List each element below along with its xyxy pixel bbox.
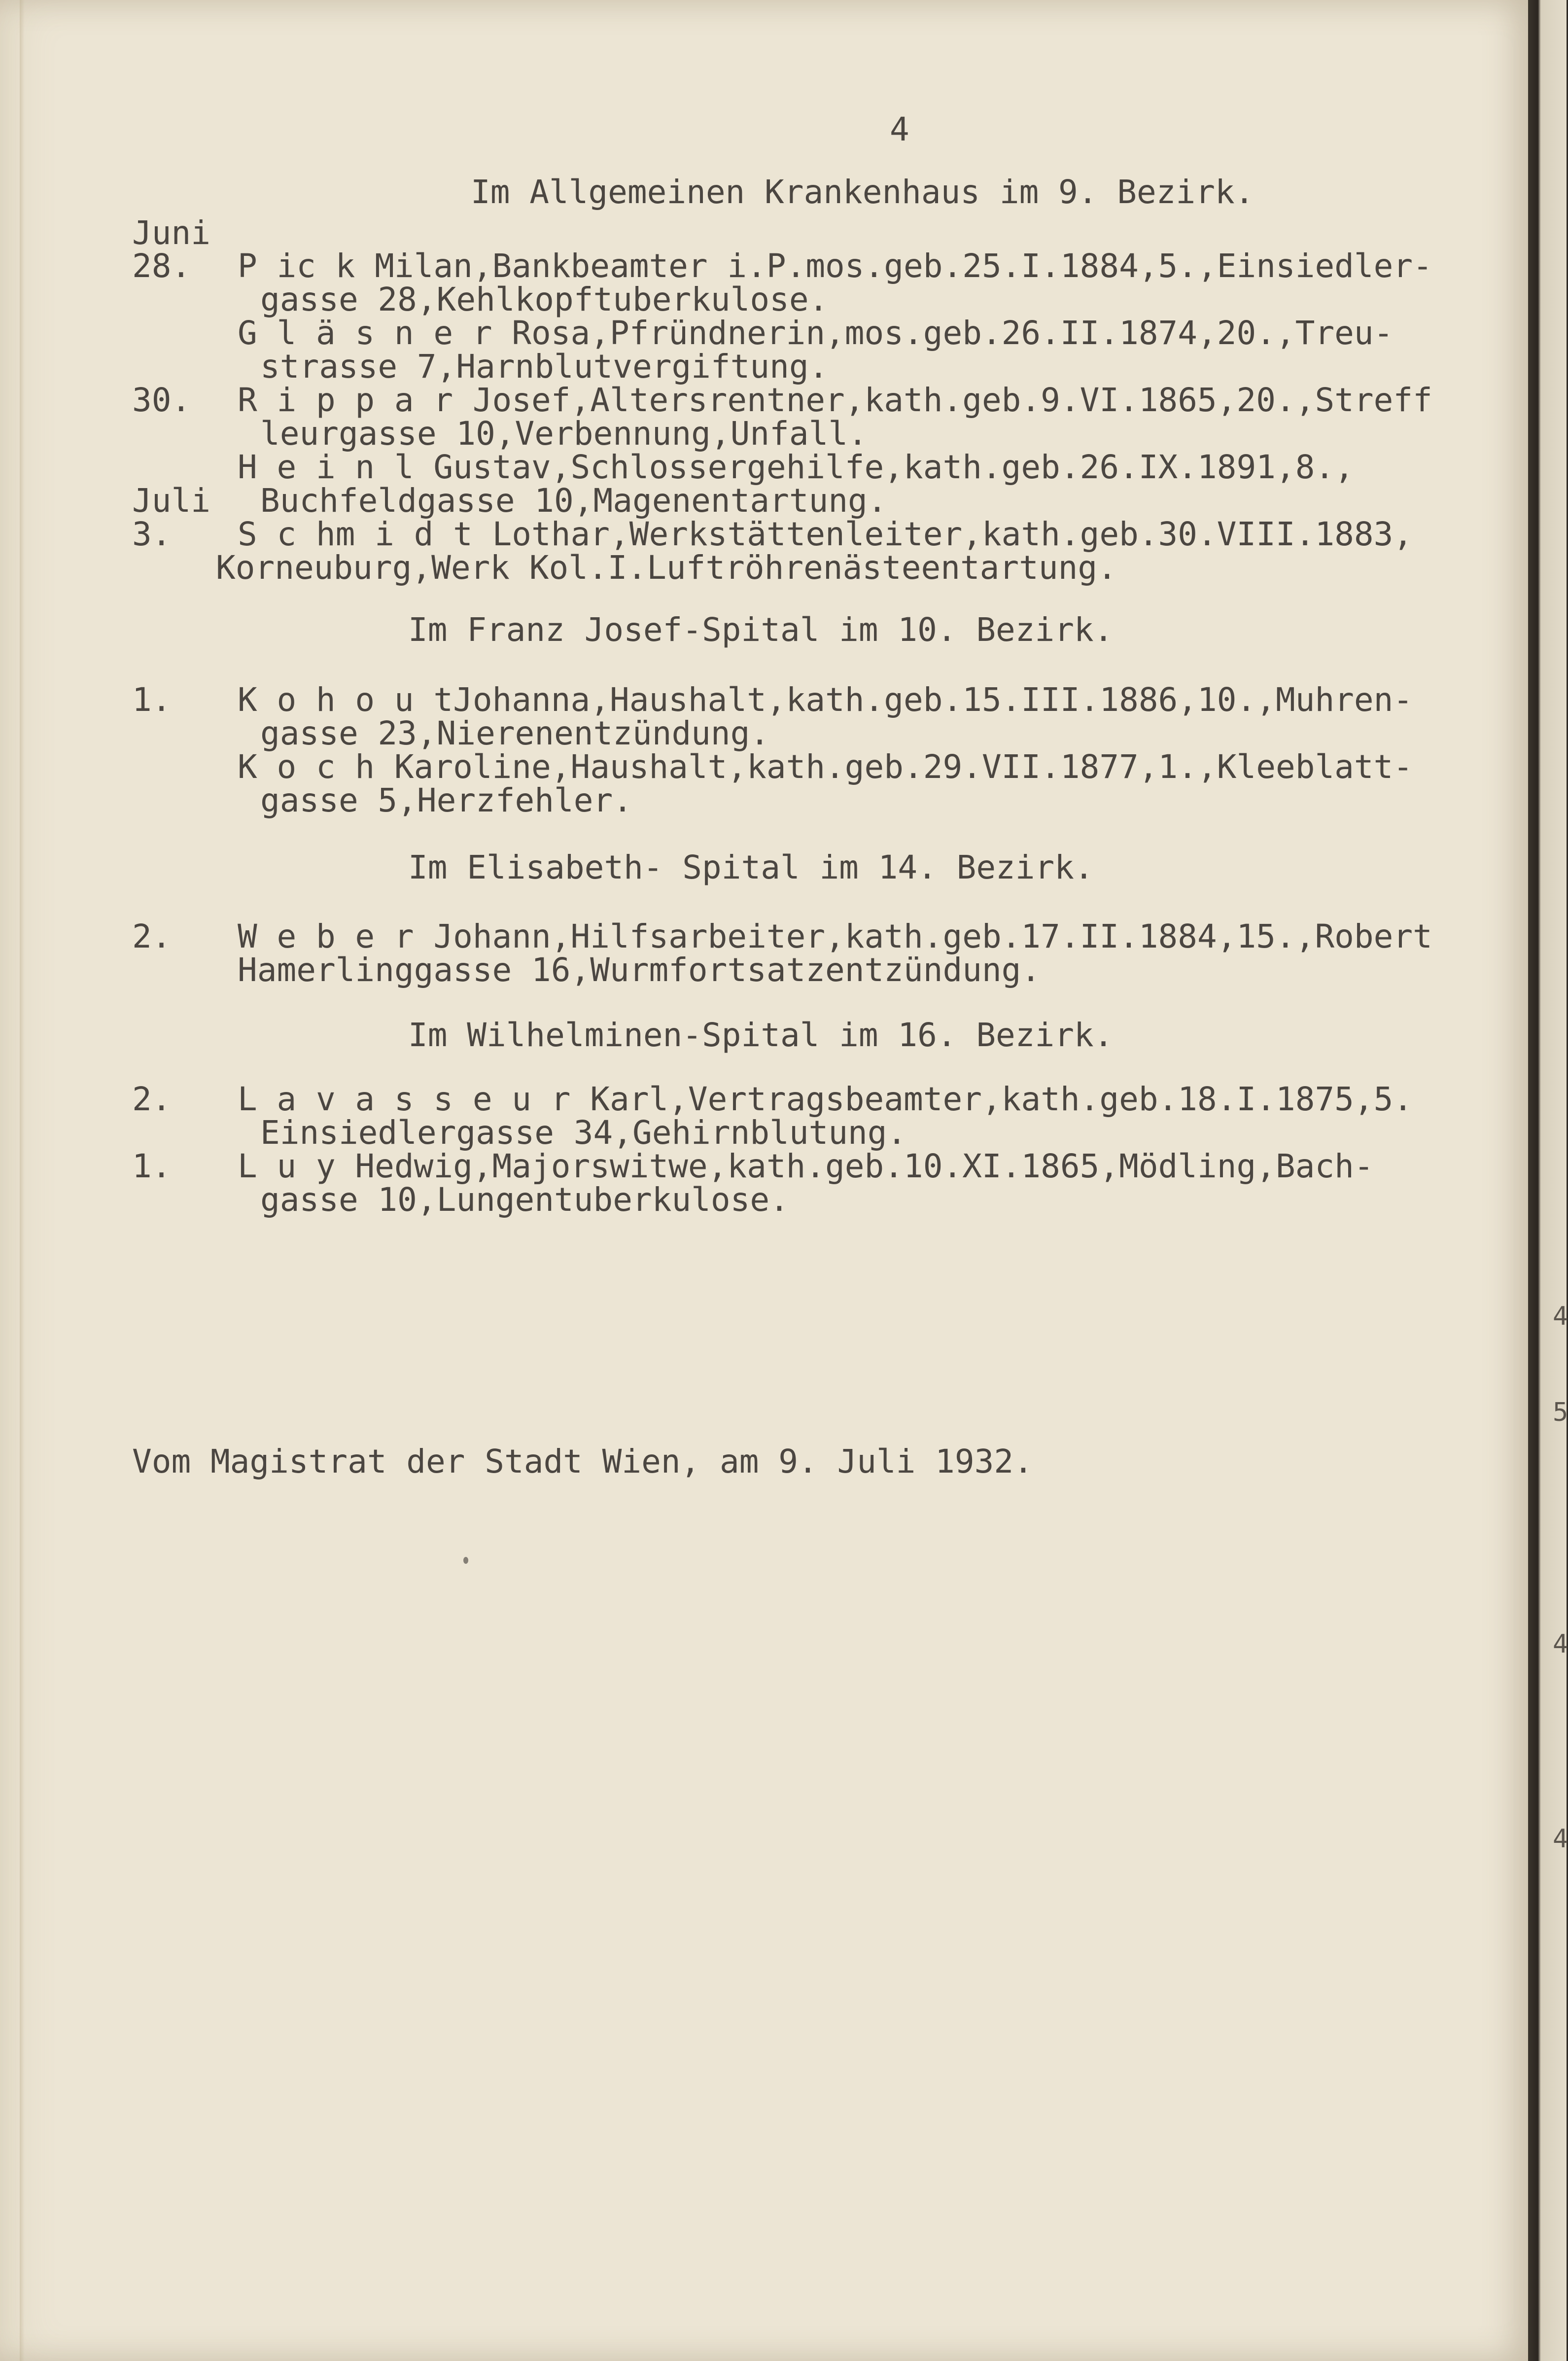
entry-line: K o h o u tJohanna,Haushalt,kath.geb.15.III.1886,10.,Muhren- bbox=[238, 681, 1413, 719]
signature-line: Vom Magistrat der Stadt Wien, am 9. Juli 1932. bbox=[132, 1443, 1033, 1480]
section-heading: Im Wilhelminen-Spital im 16. Bezirk. bbox=[408, 1016, 1114, 1054]
edge-digit: 4 bbox=[1553, 1824, 1568, 1854]
edge-digit: 5 bbox=[1553, 1398, 1568, 1427]
entry-line: L a v a s s e u r Karl,Vertragsbeamter,kath.geb.18.I.1875,5. bbox=[238, 1080, 1413, 1118]
entry-line: gasse 23,Nierenentzündung. bbox=[260, 714, 770, 752]
entry-line: Buchfeldgasse 10,Magenentartung. bbox=[260, 482, 887, 520]
entry-date: 2. bbox=[132, 1080, 172, 1118]
entry-date: 2. bbox=[132, 917, 172, 955]
entry-line: gasse 10,Lungentuberkulose. bbox=[260, 1181, 789, 1219]
entry-line: gasse 28,Kehlkopftuberkulose. bbox=[260, 281, 829, 318]
entry-date: 1. bbox=[132, 681, 172, 719]
entry-line: K o c h Karoline,Haushalt,kath.geb.29.VII.1877,1.,Kleeblatt- bbox=[238, 748, 1413, 786]
entry-line: G l ä s n e r Rosa,Pfründnerin,mos.geb.26.II.1874,20.,Treu- bbox=[238, 314, 1394, 352]
page-number: 4 bbox=[890, 110, 909, 148]
section-heading: Im Franz Josef-Spital im 10. Bezirk. bbox=[408, 611, 1114, 649]
section-heading: Im Elisabeth- Spital im 14. Bezirk. bbox=[408, 848, 1094, 886]
entry-date: 30. bbox=[132, 381, 191, 419]
entry-line: R i p p a r Josef,Altersrentner,kath.geb.9.VI.1865,20.,Streff bbox=[238, 381, 1432, 419]
entry-line: Hamerlinggasse 16,Wurmfortsatzentzündung. bbox=[238, 951, 1041, 989]
edge-digit: 4 bbox=[1553, 1629, 1568, 1659]
month-label: Juni bbox=[132, 214, 210, 252]
entry-line: gasse 5,Herzfehler. bbox=[260, 781, 632, 819]
next-page-edge bbox=[1528, 0, 1567, 2361]
ink-spot bbox=[463, 1557, 468, 1564]
entry-line: W e b e r Johann,Hilfsarbeiter,kath.geb.17.II.1884,15.,Robert bbox=[238, 917, 1432, 955]
entry-line: P ic k Milan,Bankbeamter i.P.mos.geb.25.I.1884,5.,Einsiedler- bbox=[238, 247, 1432, 285]
entry-line: leurgasse 10,Verbennung,Unfall. bbox=[260, 415, 868, 453]
entry-date: 1. bbox=[132, 1147, 172, 1185]
entry-line: S c hm i d t Lothar,Werkstättenleiter,kath.geb.30.VIII.1883, bbox=[238, 515, 1413, 553]
edge-digit: 4 bbox=[1553, 1302, 1568, 1331]
entry-line: strasse 7,Harnblutvergiftung. bbox=[260, 348, 829, 386]
entry-line: Korneuburg,Werk Kol.I.Luftröhrenästeentartung. bbox=[216, 549, 1117, 587]
section-heading: Im Allgemeinen Krankenhaus im 9. Bezirk. bbox=[471, 173, 1254, 211]
month-label: Juli bbox=[132, 482, 210, 520]
entry-date: 28. bbox=[132, 247, 191, 285]
entry-line: Einsiedlergasse 34,Gehirnblutung. bbox=[260, 1114, 907, 1152]
entry-date: 3. bbox=[132, 515, 172, 553]
entry-line: L u y Hedwig,Majorswitwe,kath.geb.10.XI.1865,Mödling,Bach- bbox=[238, 1147, 1374, 1185]
entry-line: H e i n l Gustav,Schlossergehilfe,kath.geb.26.IX.1891,8., bbox=[238, 448, 1354, 486]
